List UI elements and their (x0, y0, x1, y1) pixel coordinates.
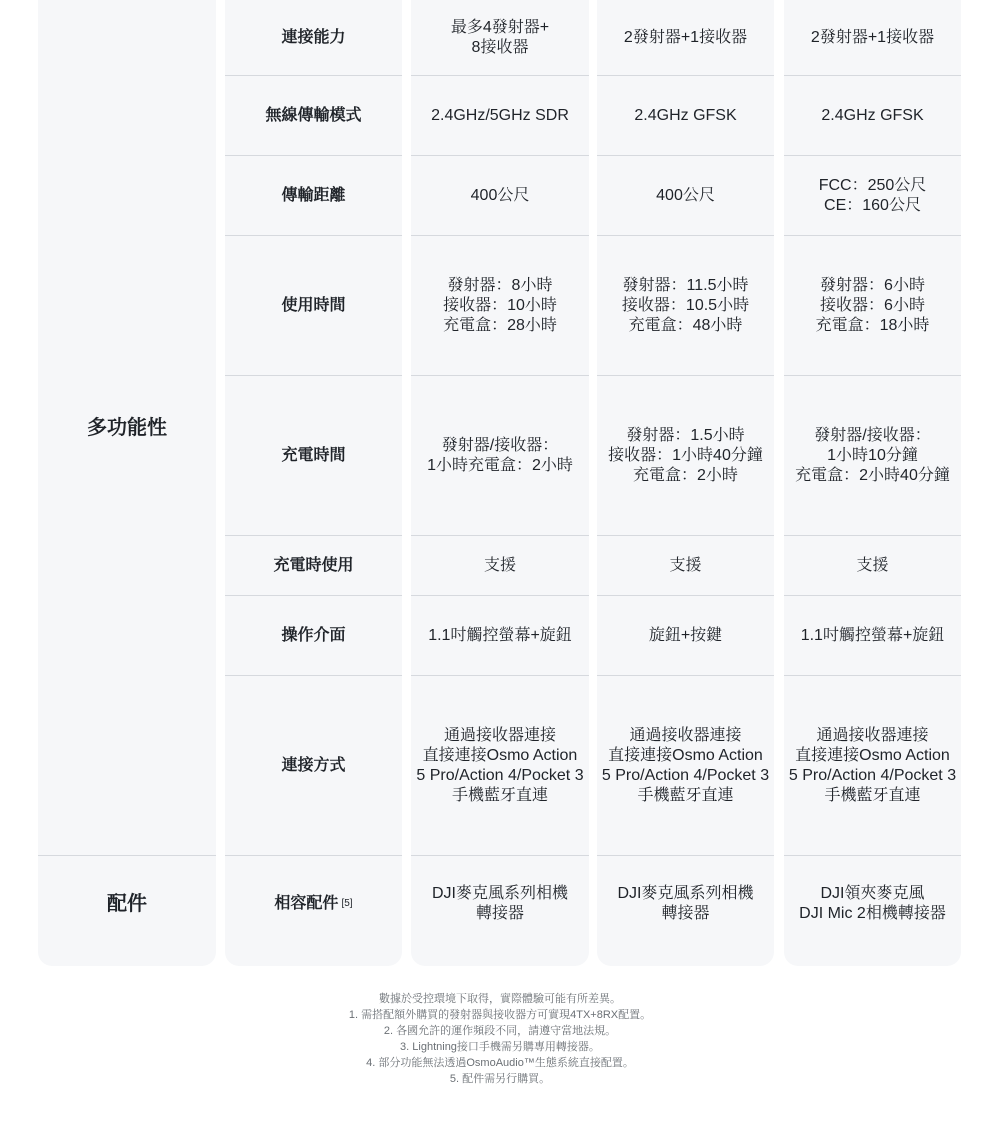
footnote-2: 2. 各國允許的運作頻段不同，請遵守當地法規。 (383, 1025, 617, 1037)
spec-value: 2.4GHz/5GHz SDR (411, 76, 589, 156)
product-column-2 (597, 0, 774, 966)
spec-value: 旋鈕+按鍵 (597, 596, 774, 676)
spec-value: 發射器：8小時 接收器：10小時 充電盒：28小時 (411, 236, 589, 376)
spec-value: 發射器/接收器： 1小時充電盒：2小時 (411, 376, 589, 536)
spec-value: 發射器/接收器： 1小時10分鐘 充電盒：2小時40分鐘 (784, 376, 961, 536)
spec-value: 400公尺 (411, 156, 589, 236)
label-connection-method: 連接方式 (225, 676, 402, 856)
label-connection-capacity: 連接能力 (225, 0, 402, 76)
spec-value: FCC：250公尺 CE：160公尺 (784, 156, 961, 236)
label-transmission-range: 傳輸距離 (225, 156, 402, 236)
label-charging-time: 充電時間 (225, 376, 402, 536)
label-operating-time: 使用時間 (225, 236, 402, 376)
footnote-3: 3. Lightning接口手機需另購專用轉接器。 (400, 1041, 600, 1053)
label-use-while-charging: 充電時使用 (225, 536, 402, 596)
spec-value: DJI麥克風系列相機 轉接器 (617, 885, 754, 922)
footnote-5: 5. 配件需另行購買。 (449, 1073, 551, 1085)
spec-value: 400公尺 (597, 156, 774, 236)
spec-value: 通過接收器連接 直接連接Osmo Action 5 Pro/Action 4/Pocket 3 手機藍牙直連 (597, 676, 774, 856)
spec-value: 發射器：1.5小時 接收器：1小時40分鐘 充電盒：2小時 (597, 376, 774, 536)
label-interface: 操作介面 (225, 596, 402, 676)
category-column (38, 0, 216, 966)
category-accessories: 配件 (107, 893, 147, 915)
spec-value: 通過接收器連接 直接連接Osmo Action 5 Pro/Action 4/Pocket 3 手機藍牙直連 (784, 676, 961, 856)
spec-label-column (225, 0, 402, 966)
footnote-disclaimer: 數據於受控環境下取得，實際體驗可能有所差異。 (379, 993, 621, 1005)
footnote-ref: [5] (341, 898, 353, 909)
spec-value: 2發射器+1接收器 (784, 0, 961, 76)
spec-value: 1.1吋觸控螢幕+旋鈕 (784, 596, 961, 676)
spec-value: 2.4GHz GFSK (784, 76, 961, 156)
label-compatible-accessories: 相容配件 [5] (274, 895, 353, 912)
spec-value: 支援 (411, 536, 589, 596)
footnote-4: 4. 部分功能無法透過OsmoAudio™生態系統直接配置。 (366, 1057, 634, 1069)
spec-value: 發射器：11.5小時 接收器：10.5小時 充電盒：48小時 (597, 236, 774, 376)
spec-value: 支援 (784, 536, 961, 596)
label-wireless-mode: 無線傳輸模式 (225, 76, 402, 156)
product-column-1 (411, 0, 589, 966)
spec-value: 最多4發射器+ 8接收器 (411, 0, 589, 76)
spec-value: 通過接收器連接 直接連接Osmo Action 5 Pro/Action 4/Pocket 3 手機藍牙直連 (411, 676, 589, 856)
spec-value: DJI領夾麥克風 DJI Mic 2相機轉接器 (799, 885, 946, 922)
spec-value: DJI麥克風系列相機 轉接器 (431, 885, 568, 922)
spec-value: 發射器：6小時 接收器：6小時 充電盒：18小時 (784, 236, 961, 376)
footnotes (0, 991, 1000, 1087)
product-column-3 (784, 0, 961, 966)
category-versatility: 多功能性 (38, 0, 216, 856)
spec-value: 支援 (597, 536, 774, 596)
footnote-1: 1. 需搭配額外購買的發射器與接收器方可實現4TX+8RX配置。 (348, 1009, 652, 1021)
spec-value: 2發射器+1接收器 (597, 0, 774, 76)
spec-value: 1.1吋觸控螢幕+旋鈕 (411, 596, 589, 676)
spec-value: 2.4GHz GFSK (597, 76, 774, 156)
